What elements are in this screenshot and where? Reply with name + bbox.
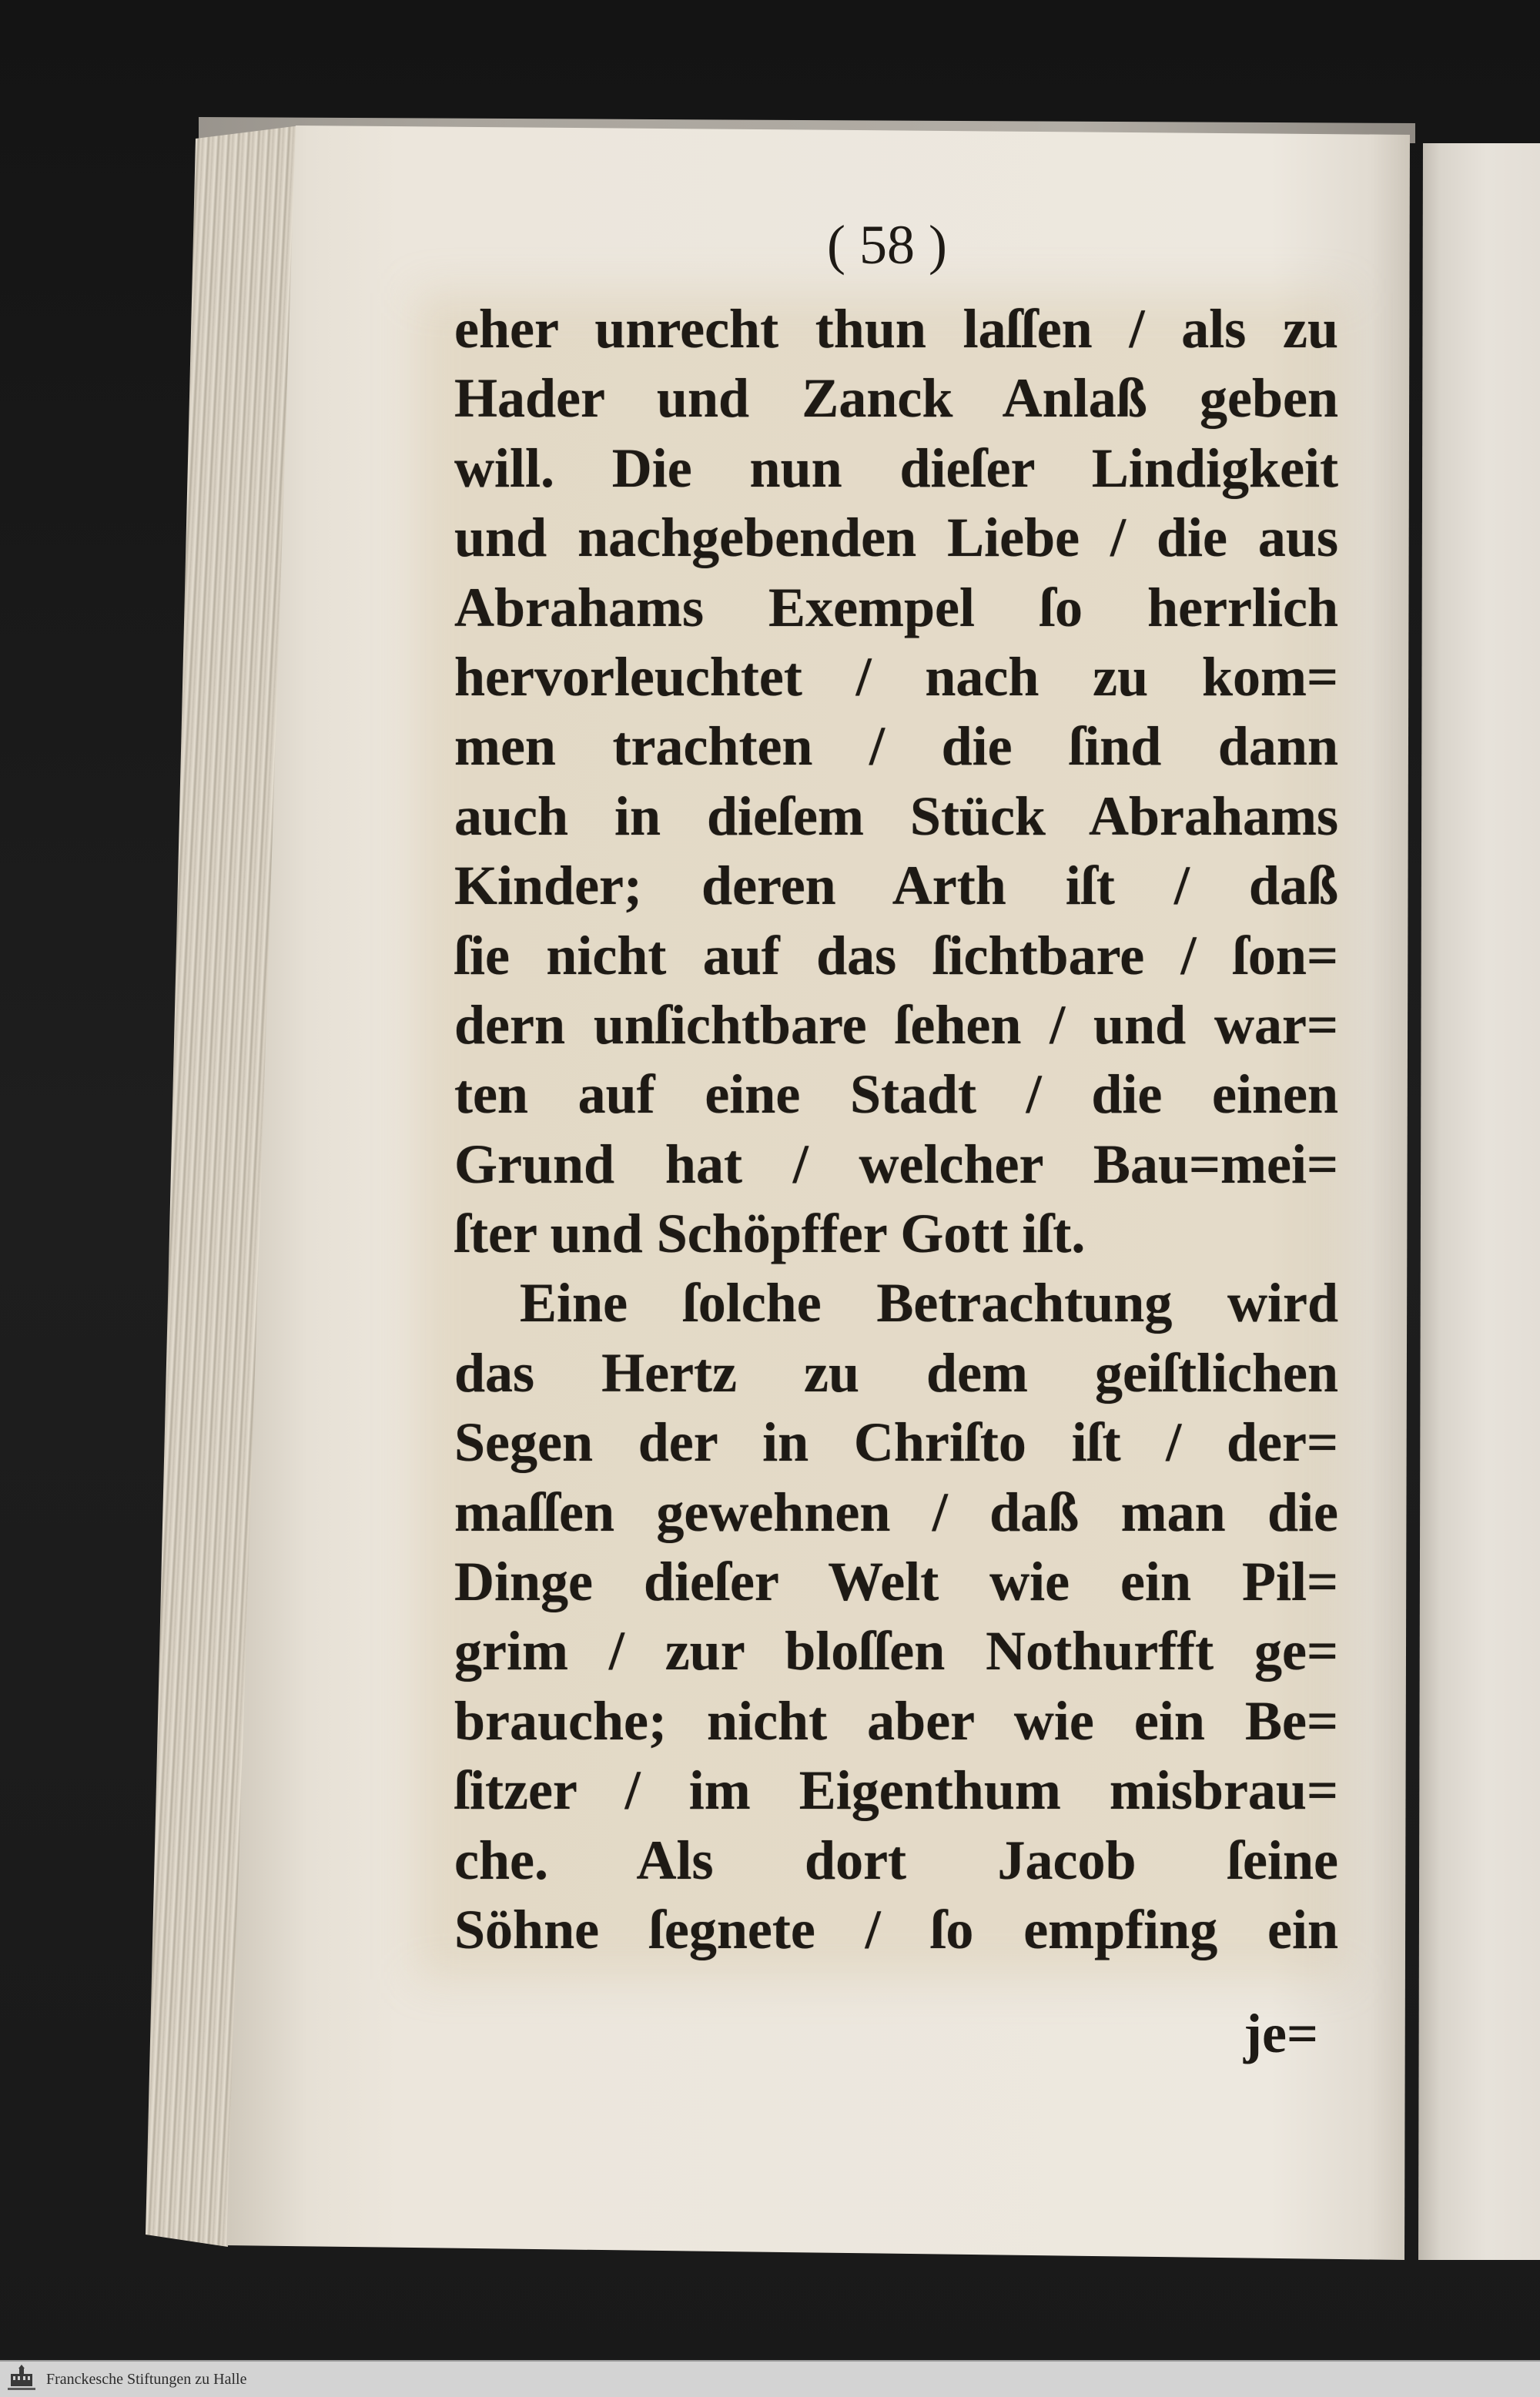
- text-line: Segen der in Chriſto iſt / der=: [454, 1411, 1338, 1474]
- text-line: hervorleuchtet / nach zu kom=: [454, 645, 1338, 708]
- text-line: dern unſichtbare ſehen / und war=: [454, 993, 1338, 1056]
- text-line: Eine ſolche Betrachtung wird: [520, 1272, 1338, 1334]
- text-line: Grund hat / welcher Bau=mei=: [454, 1133, 1338, 1195]
- text-line: brauche; nicht aber wie ein Be=: [454, 1689, 1338, 1752]
- text-line: grim / zur bloſſen Nothurfft ge=: [454, 1620, 1338, 1682]
- text-line: ſter und Schöpffer Gott iſt.: [454, 1203, 1086, 1265]
- text-line: ſitzer / im Eigenthum misbrau=: [454, 1759, 1338, 1822]
- text-line: auch in dieſem Stück Abrahams: [454, 785, 1338, 847]
- text-line: Abrahams Exempel ſo herrlich: [454, 576, 1338, 638]
- text-line: das Hertz zu dem geiſtlichen: [454, 1341, 1338, 1404]
- text-line: Söhne ſegnete / ſo empfing ein: [454, 1898, 1338, 1960]
- text-line: Hader und Zanck Anlaß geben: [454, 367, 1338, 430]
- footer-bar: [0, 2360, 1540, 2397]
- text-line: eher unrecht thun laſſen / als zu: [454, 298, 1338, 360]
- text-line: maſſen gewehnen / daß man die: [454, 1481, 1338, 1543]
- text-line: men trachten / die ſind dann: [454, 715, 1338, 778]
- text-line: che. Als dort Jacob ſeine: [454, 1829, 1338, 1891]
- text-block: [454, 294, 1338, 1964]
- text-line: will. Die nun dieſer Lindigkeit: [454, 437, 1338, 499]
- text-line: und nachgebenden Liebe / die aus: [454, 507, 1338, 569]
- institution-name: Franckesche Stiftungen zu Halle: [46, 2371, 247, 2388]
- catchword: je=: [1244, 2003, 1318, 2064]
- text-line: Kinder; deren Arth iſt / daß: [454, 855, 1338, 917]
- text-line: ſie nicht auf das ſichtbare / ſon=: [454, 924, 1338, 986]
- text-line: Dinge dieſer Welt wie ein Pil=: [454, 1551, 1338, 1613]
- text-line: ten auf eine Stadt / die einen: [454, 1063, 1338, 1126]
- page-number: ( 58 ): [827, 214, 947, 276]
- institution-logo-icon: [6, 2365, 37, 2394]
